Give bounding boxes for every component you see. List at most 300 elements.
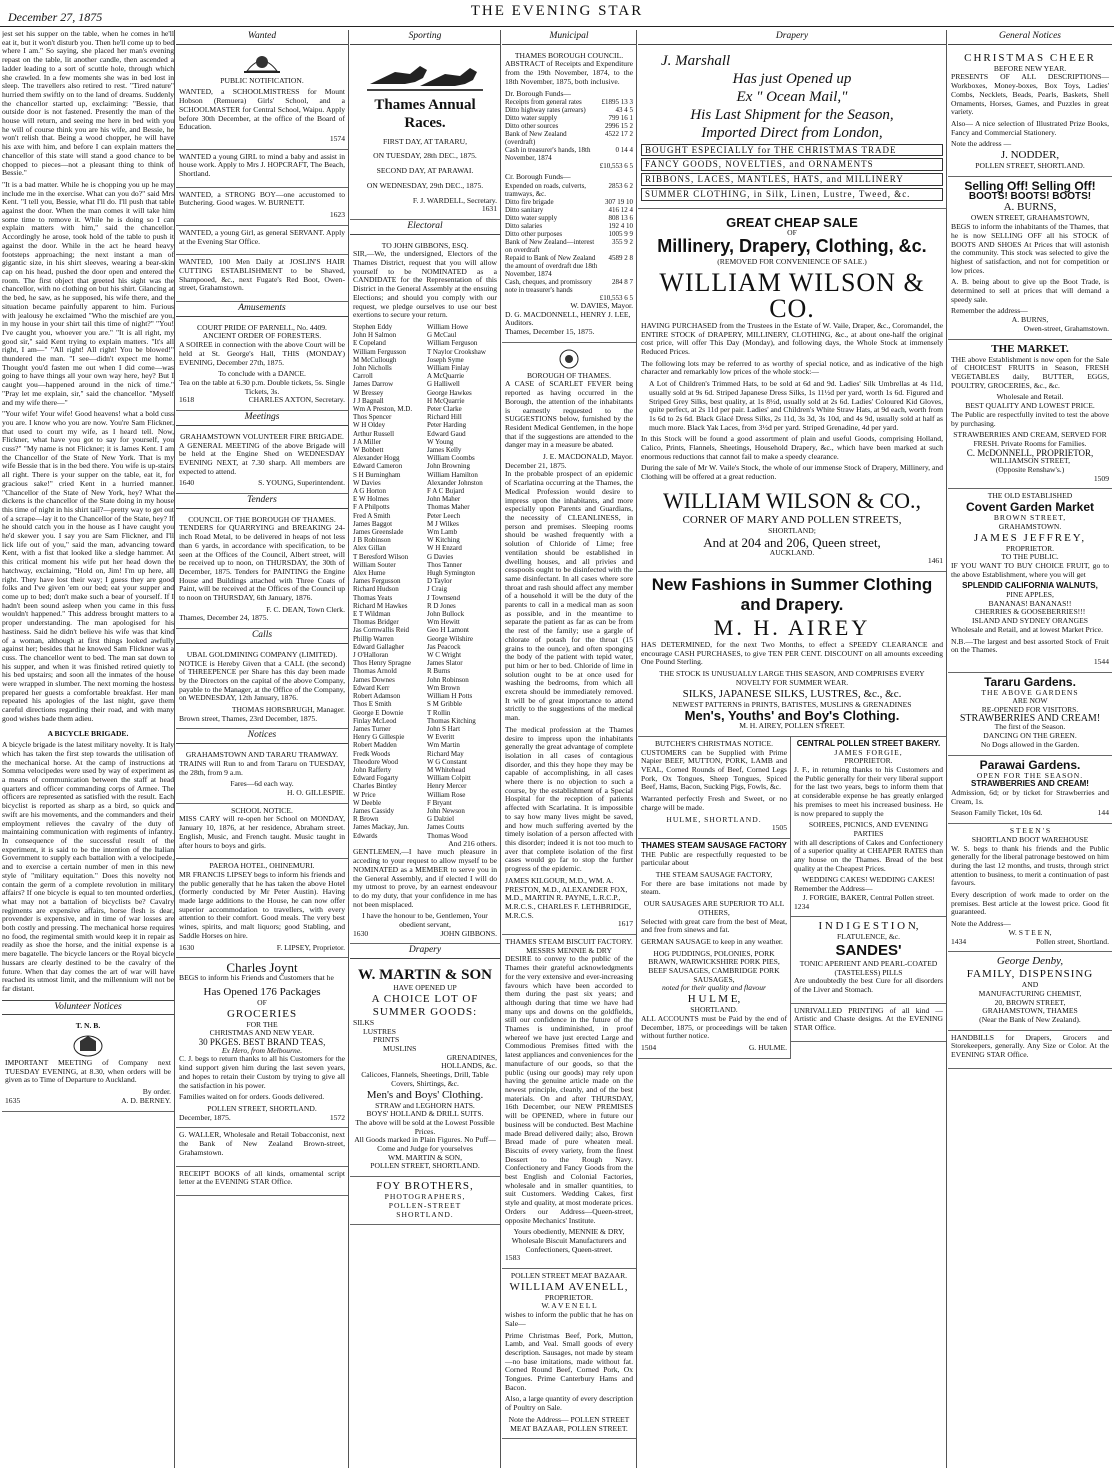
chemist-ad [948, 952, 1112, 1031]
signatory-name: Carroll [353, 372, 373, 381]
ad-text: Calicoes, Flannels, Sheetings, Drill, Table Covers, Shirtings, &c. [361, 1070, 489, 1088]
bakery-ad [791, 737, 946, 917]
ad-heading: WILLIAM WILSON & CO., [662, 487, 922, 513]
table-row [505, 146, 633, 162]
table-cell-amount: 307 19 10 [605, 197, 633, 206]
ad-text: Owen-street, Grahamstown. [1023, 323, 1109, 333]
wanted-ad [176, 255, 348, 302]
ad-number: 1583 [505, 1253, 521, 1263]
ad-signature: F. LIPSEY, Proprietor. [276, 942, 345, 952]
ad-text: AND [1021, 980, 1039, 990]
ad-heading: I N D I G E S T I O N, [818, 920, 919, 933]
signatory-name: G Halliwell [427, 380, 460, 389]
table-cell-amount: 0 14 4 [615, 146, 633, 155]
ad-text: Ex " Ocean Mail," [736, 88, 848, 105]
call-ad [176, 648, 348, 730]
ad-text: HAS DETERMINED, for the next Two Months, to effect a SPEEDY CLEARANCE and encourage CASH PURCHASES, to give TEN PER CENT. DISCOUNT on all amounts exceeding One Pound Sterling. [641, 639, 943, 667]
burns-boots-ad [948, 177, 1112, 340]
signatory-name: W H Enzard [427, 544, 462, 553]
ad-text: HAVE OPENED UP [393, 983, 457, 993]
signatory-name: G Dalziel [427, 815, 455, 824]
ad-text: Are undoubtedly the best Cure for all disorders of the Liver and Stomach. [794, 976, 943, 995]
ad-heading: Men's and Boys' Clothing. [366, 1088, 484, 1101]
table-row [505, 230, 633, 238]
signatory-name: Thomas Arnold [353, 667, 397, 676]
signatory-name: G Davies [427, 552, 454, 561]
ad-text: HOLLANDS, &c. [441, 1061, 497, 1071]
ad-text: WEDDING CAKES! WEDDING CAKES! [802, 875, 935, 885]
table-cell-item [505, 162, 598, 170]
foy-brothers-ad [350, 1177, 500, 1225]
signatory-name: Henry Mercer [427, 782, 467, 791]
marshall-ad [638, 49, 946, 209]
ad-signature: F. J. WARDELL, Secretary. [412, 195, 497, 205]
ad-text: PRESENTS OF ALL DESCRIPTIONS— Workboxes, Money-boxes, Box Toys, Ladies' Combs, Necklets, Beads, Pearls, Baskets, Shell Ornaments, Horses, Games, and Puzzles in great variety. [951, 72, 1109, 117]
signatory-name: Finlay McLeod [353, 716, 397, 725]
table-cell-item: Ditto other purposes [505, 229, 563, 238]
wanted-ad [176, 85, 348, 149]
ad-heading: Parawai Gardens. [979, 757, 1081, 772]
ad-signature: HULME, SHORTLAND. [666, 814, 762, 824]
column-6 [948, 30, 1112, 1468]
signatory-name: Hugh Symington [427, 569, 476, 578]
table-row [505, 114, 633, 122]
signatory-name: John Newson [427, 806, 465, 815]
ad-text: NEWEST PATTERNS in PRINTS, BATISTES, MUSLINS & GRENADINES [672, 699, 912, 709]
table-row [505, 214, 633, 222]
signatory-name: Alex Gillan [353, 544, 386, 553]
ad-text: TENDERS for QUARRYING and BREAKING 24-inch Road Metal, to be delivered in heaps of not less than 6 yards, in accordance with specification, to be seen at the Offices of the Council, Albert street, will be received up to noon, on THURSDAY, the 30th of December, 1875. Tenders for PAINTING the Engine House and Buildings attached with Three Coats of Paint, will be received at the Offices of the Council up to noon on THURSDAY, 6th January, 1876. [179, 523, 345, 603]
ad-text: DANCING ON THE GREEN. [983, 731, 1077, 741]
sub-column-right [791, 737, 946, 1059]
ad-text: SHORTLAND. [396, 1209, 454, 1219]
ad-heading: GRAHAMSTOWN VOLUNTEER FIRE BRIGADE. [180, 431, 344, 441]
article-text: A bicycle brigade is the latest military novelty. It is Italy which has taken the first step towards the utilisation of the mechanical horse. At the camp of instructions at Somma velocipedes were used by way of experiment as a means of communication between the staff at head quarters and officer commanding corps of Armee. The officers are represented as satisfied with the result. Each bicyclist is reported as sharp as a bird, so quick and swift are his movements, and the commanders and their employment relieves the cavalry of the duty of maintaining communication with regiments of infantry. In consequence of the successful result of the experiment, it is said to be the intention of the Italian Government to supply each battalion with a velocipede, and to exercise a certain number of men in this new style of "military equitation." Does this novelty not contain the germ of a complete revolution in military affairs? If one bicycle is equal to ten mounted orderlies, what may not a battalion of bicyclists be? Cavalry regiments are expensive affairs, horse flesh is dear, provender is expensive, and in time of war losses are both costly and pressing. The mechanical horse requires no food, the regimental smith would keep it in repair as readily as shoe the horse, and the initial expense is a mere bagatelle. The bicycle lancers or the Royal bicycle hussars are clearly destined to be the cavalry of the future. When that day comes the art of war will have reached its utmost limit, and the millennium will not be far distant. [2, 740, 174, 993]
signatory-name: J J Bagnall [353, 396, 384, 405]
ad-heading: BUTCHER'S CHRISTMAS NOTICE. [654, 738, 774, 748]
signatory-name: William Finlay [427, 363, 470, 372]
section-heading: Municipal [502, 30, 636, 45]
table-cell-amount: 808 13 6 [608, 213, 633, 222]
ad-text: WILLIAMSON STREET, [989, 456, 1070, 466]
meat-bazaar-ad [502, 1269, 636, 1439]
ad-signature: F. C. DEAN, Town Clerk. [266, 604, 345, 614]
signatory-name: Wm Martin [427, 741, 460, 750]
butcher-ad [638, 737, 790, 839]
ad-text: Prime Christmas Beef, Pork, Mutton, Lamb, and Veal. Small goods of every description. Sausages, not made by steam—no base imitations, made without fat. Corned Round Beef, Corned Pork, Ox Tongues. Prime Canterbury Hams and Bacon. [505, 1330, 633, 1392]
ad-number: 1640 [179, 478, 195, 488]
ad-text: Has just Opened up [732, 70, 852, 87]
signatory-name: A G Horton [353, 487, 387, 496]
ad-text: SHORTLAND. [690, 1005, 738, 1015]
ad-heading: BOROUGH OF THAMES. [526, 370, 612, 380]
table-cell-amount: 43 4 5 [615, 106, 633, 115]
ad-text: GENTLEMEN,—I have much pleasure in acceding to your request to allow myself to be NOMINATED as a MEMBER to serve you in the General Assembly, and if elected I will do my utmost to prove, by an earnest endeavour to do my duty, that your confidence in me has not been misplaced. [353, 847, 497, 909]
ad-text: PINE APPLES, [1006, 590, 1054, 600]
signatory-name: M McCullough [353, 355, 397, 364]
ad-text: BOYS' HOLLAND & DRILL SUITS. [366, 1109, 484, 1119]
indigestion-ad [791, 917, 946, 1004]
biscuit-factory-ad [502, 935, 636, 1269]
ad-text: CHERRIES & GOOSEBERRIES!!! [974, 607, 1086, 617]
ad-text: BEFORE NEW YEAR. [993, 63, 1067, 73]
ad-number: 144 [1097, 808, 1109, 818]
ad-signature: G. HULME. [748, 1043, 787, 1052]
table-cell-amount: £10,553 6 5 [599, 293, 633, 302]
ad-text: BEGS to inform his Friends and Customers that he [179, 973, 334, 983]
signatory-name: James Turner [353, 724, 391, 733]
ad-text: AUCKLAND. [769, 547, 815, 557]
table-cell-item: Ditto water supply [505, 213, 558, 222]
wanted-ad [176, 226, 348, 255]
ad-number: 1631 [481, 204, 497, 214]
ad-text: RE-OPENED FOR VISITORS. [981, 705, 1079, 715]
ad-signature: S. YOUNG, Superintendent. [258, 478, 345, 488]
signatory-name: William Rose [427, 790, 466, 799]
ad-text: W. A V E N E L L [541, 1301, 597, 1311]
ad-signature: W. S T E E N, [1008, 927, 1052, 937]
issue-date: December 27, 1875 [8, 10, 103, 24]
ad-heading: POLLEN STREET MEAT BAZAAR. [510, 1271, 628, 1281]
ad-text: BEST QUALITY AND LOWEST PRICE. [965, 401, 1095, 411]
signatory-name: E T Wildman [353, 610, 391, 619]
ad-text: Note the Address— [951, 919, 1011, 929]
signatory-name: Edward Gaud [427, 429, 466, 438]
ad-heading: S T E E N ' S [1009, 826, 1051, 836]
ad-text: Admission, 6d; or by ticket for Strawberries and Cream, 1s. [951, 788, 1109, 806]
table-cell-amount: 1005 9 9 [608, 229, 633, 238]
table-row [505, 106, 633, 114]
signatory-name: F Bryant [427, 798, 452, 807]
ad-text: In the probable prospect of an epidemic of Scarlatina occurring at the Thames, the Medical Profession would desire to impress upon the inhabitants, and more especially upon Parents and Guardians, the necessity of CLEANLINESS, in person and premises. Sleeping rooms should be washed frequently with a solution of Chloride of Lime; free ventilation should be established in dwelling houses, and all privies and cesspools ought to be disinfected with the same disinfectant. In all cases where sore throat and rash should affect any member of a household it will be the duty of the parents to call in a medical man as soon as possible, and in the meantime to separate the patient as far as can be from the rest of the family; use a gargle of chlorate of potash for the throat (15 grains to the ounce), and often sponging the body of the patient with tepid water, put him or her to bed. Chloride of lime in solution ought to be at once used for washing the bedrooms, from which all excreta should be immediately removed. It will be of great importance to attend strictly to the suggestions of the medical man. [505, 469, 633, 723]
notice-ad [176, 804, 348, 860]
table-cell-amount: 4522 17 2 [605, 130, 633, 139]
signatory-name: J Townsend [427, 593, 461, 602]
signatory-name: J A Miller [353, 437, 382, 446]
signatory-name: Thomas Bridger [353, 618, 399, 627]
section-heading: Tenders [176, 494, 348, 509]
ad-text: MUSLINS [383, 1044, 417, 1053]
signatory-name: Richard May [427, 749, 464, 758]
ad-text: SILKS, JAPANESE SILKS, LUSTRES, &c., &c. [682, 687, 902, 700]
signatory-name: W Young [427, 437, 454, 446]
table-cell-item: Cash, cheques, and promissory note in treasurer's hands [505, 277, 592, 294]
ad-text: TONIC APERIENT AND PEARL-COATED (TASTELESS) PILLS [799, 958, 938, 977]
signatory-name: James Downes [353, 675, 395, 684]
ad-text: SECOND DAY, AT PARAWAI. [376, 166, 474, 176]
ad-text: Thames, December 15, 1875. [505, 327, 595, 337]
ad-heading: PUBLIC NOTIFICATION. [220, 75, 304, 85]
signatory-name: Edward Fogarty [353, 774, 399, 783]
table-cell-amount: 2853 6 2 [608, 181, 633, 190]
signatory-name: William Colpitt [427, 774, 471, 783]
signatory-name: John Maher [427, 495, 461, 504]
signatory-name: E Copeland [353, 339, 386, 348]
ad-number: 1574 [329, 133, 345, 143]
grocery-ad [176, 958, 348, 1128]
ad-text: SILKS [353, 1017, 375, 1027]
signatory-name: W Deeble [353, 798, 382, 807]
signatory-name: D Taylor [427, 577, 452, 586]
ad-text: WANTED, a SCHOOLMISTRESS for Mount Hobson (Remuera) Girls' School, and a SCHOOLMASTER for Central School, Waipu. Apply before 30th December, at the office of the Board of Education. [179, 87, 345, 132]
signatory-name: James Mackay, Jun. [353, 823, 409, 832]
signatory-name: Fred A Smith [353, 511, 391, 520]
table-cell-amount: 192 4 10 [608, 221, 633, 230]
ad-text: IF YOU WANT TO BUY CHOICE FRUIT, go to the above Establishment, where you will get [951, 560, 1109, 579]
ad-text: POLLEN STREET, SHORTLAND. [370, 1161, 480, 1171]
ad-heading: Covent Garden Market [965, 500, 1095, 515]
signatory-name: Theodore Wood [353, 757, 398, 766]
signatory-name: James Darrow [353, 380, 394, 389]
section-heading: Sporting [350, 30, 500, 45]
column-5 [638, 30, 947, 1468]
ad-signature: A. BURNS, [1011, 315, 1049, 325]
ad-heading: THAMES BOROUGH COUNCIL. [514, 50, 624, 60]
coat-of-arms-icon [68, 1033, 108, 1057]
ad-text: The above will be sold at the Lowest Possible Prices. [355, 1117, 495, 1136]
ad-signature: CHARLES AXTON, Secretary. [248, 395, 345, 405]
ad-signature: J. FORGIE, BAKER, Central Pollen street. [802, 892, 935, 902]
ad-text: A GENERAL MEETING of the above Brigade will be held at the Engine Shed on WEDNESDAY EVENING NEXT, at 7.30 sharp. All members are expected to attend. [179, 440, 345, 476]
signatory-name: Geo H Lamont [427, 626, 469, 635]
signatory-name: Robert Adamson [353, 692, 401, 701]
signatory-name: Richard M Hawkes [353, 601, 408, 610]
ad-heading: FOY BROTHERS, [376, 1180, 474, 1193]
signatory-name: G McCaul [427, 331, 457, 340]
borough-seal-icon [552, 348, 586, 370]
ad-text: December, 1875. [179, 1112, 231, 1122]
article-heading: A BICYCLE BRIGADE. [47, 728, 129, 738]
ad-text: ON WEDNESDAY, 29th DEC., 1875. [366, 180, 484, 190]
section-heading: Wanted [176, 30, 348, 45]
signatory-name: H McQuarrie [427, 396, 465, 405]
section-heading: Amusements [176, 302, 348, 317]
scarlet-fever-ad [502, 343, 636, 935]
volunteer-ad [2, 1019, 174, 1111]
signatory-name: W Everitt [427, 733, 455, 742]
signatory-name: J B Robinson [353, 536, 391, 545]
table-cell-amount: 4589 2 8 [608, 253, 633, 262]
table-row [505, 130, 633, 146]
table-cell-amount: £10,553 6 5 [599, 162, 633, 171]
signatory-name: Edward Kerr [353, 683, 390, 692]
ad-text: Remember the Address— [794, 884, 873, 894]
ad-number: 1630 [353, 928, 369, 938]
signatory-name: Henry G Gillespie [353, 733, 405, 742]
section-heading: Drapery [350, 944, 500, 959]
signatory-name: James Greenslade [353, 528, 404, 537]
signatory-name: Charles Bintley [353, 782, 397, 791]
table-cell-amount: 2996 15 2 [605, 122, 633, 131]
ad-text: And 216 others. [448, 838, 497, 848]
ad-text: NOTICE is Hereby Given that a CALL (the second) of THREEPENCE per Share has this day been made by the Directors on the capital of the above Company, payable to the Manager, at the Office of the Company, on WEDNESDAY, 12th January, 1876. [179, 658, 345, 703]
signatory-name: Edward Cameron [353, 462, 403, 471]
ad-text: Cr. Borough Funds— [505, 172, 571, 182]
ad-text: GRAHAMSTOWN. [998, 521, 1062, 531]
airey-ad [638, 572, 946, 737]
notice-ad [176, 748, 348, 804]
signatory-name: Thos Tanner [427, 560, 462, 569]
tender-ad [176, 513, 348, 629]
signatory-name: Wm Brown [427, 683, 460, 692]
table-cell-item: Cash in treasurer's hands, 18th November, 1874 [505, 146, 591, 163]
column-2 [176, 30, 349, 1468]
receipts-table [505, 98, 633, 170]
ad-heading: George Denby, [996, 955, 1064, 968]
printing-ad [791, 1004, 946, 1042]
signatory-name: William H Potts [427, 692, 473, 701]
expenditure-table [505, 182, 633, 302]
ad-text: ABSTRACT of Receipts and Expenditure from the 19th November, 1874, to the 18th November, 1875, both inclusive. [505, 59, 633, 86]
signatory-name: W Davies [353, 478, 381, 487]
ad-text: wishes to inform the public that he has on Sale— [505, 1310, 633, 1328]
signatory-name: F A Philpotts [353, 503, 390, 512]
signatory-name: John Robinson [427, 675, 469, 684]
signatory-name: George Wilshire [427, 634, 473, 643]
abstract-ad [502, 49, 636, 343]
masthead [0, 0, 1114, 27]
signatory-name: R Burns [427, 667, 451, 676]
ad-text: OWEN STREET, GRAHAMSTOWN, [970, 213, 1090, 223]
ad-text: THE Public are respectfully requested to be particular about [641, 849, 787, 868]
signatory-name: Peter Harding [427, 421, 467, 430]
signatory-name: Alex Hume [353, 569, 386, 578]
ad-text: WANTED, 100 Men Daily at JOSLIN'S HAIR CUTTING ESTABLISHMENT to be Shaved, Shampooed, &c., next Fugate's Red Boot, Owen-street, Grahamstown. [179, 257, 345, 293]
ad-text: CHRISTMAS AND NEW YEAR. [209, 1028, 315, 1038]
section-heading: Calls [176, 629, 348, 644]
signatory-name: S H Burningham [353, 470, 401, 479]
ad-heading: MESSRS MENNIE & DRY [526, 945, 612, 955]
ad-heading: GROCERIES [226, 1007, 298, 1020]
signatory-name: William Fergusson [353, 347, 407, 356]
ad-text: DESIRE to convey to the public of the Thames their grateful acknowledgments for the very extensive and ever-increasing favours which have been accorded to them during the past six years; and although during that time we have had many ups and downs on the goldfields, still our confidence in the future of the Thames is undiminished, in proof whereof we have just erected Large and Commodious Premises fitted with the latest appliances and conveniences for the manufacture of our goods, so that the public (using our goods) may rely upon having the genuine article made on the newest principle, cleanly, and of the best materials. On and after THURSDAY, 16th December, our NEW PREMISES will be OPENED, where in future our business will be conducted. Best Machine made Bread delivered daily; also, Brown Bread made of pure wheaten meal. Biscuits of every variety, from the finest Dessert to the Rough Navy. Confectionery and Fancy Goods from the best English and Colonial Factories, wholesale and in smaller quantities, to suit Customers. Wedding Cakes, first style and quality, at most moderate prices. Orders our Address—Queen-street, opposite Mechanics' Institute. [505, 954, 633, 1225]
signatory-name: Thos Spencer [353, 413, 392, 422]
ad-text: J. F., in returning thanks to his Customers and the Public generally for their very liberal support for the last two years, begs to inform them that at considerable expense he has greatly enlarged his premises to meet his increased business. He is now prepared to supply the [794, 765, 943, 818]
signatory-name: Thomas Maher [427, 503, 470, 512]
ad-heading: SCHOOL NOTICE. [231, 805, 293, 815]
signatory-name: John Bullock [427, 610, 465, 619]
ad-text: 30 PKGES. BEST BRAND TEAS, [198, 1037, 326, 1048]
ad-heading: A CHOICE LOT OF SUMMER GOODS: [371, 992, 479, 1018]
ad-number: 1635 [5, 1095, 21, 1105]
ad-signature: H U L M E, [687, 993, 741, 1006]
ad-heading: W. MARTIN & SON [358, 967, 492, 984]
ad-text: 20, BROWN STREET, [994, 997, 1066, 1007]
ad-text: THE STEAM SAUSAGE FACTORY, [655, 870, 773, 880]
ad-heading: New Fashions in Summer Clothing and Drapery. [651, 574, 933, 614]
ad-text: FANCY GOODS, NOVELTIES, and ORNAMENTS [641, 158, 943, 171]
ad-text: N.B.—The largest and best assorted Stock of Fruit on the Thames. [951, 636, 1109, 655]
table-cell-item: Receipts from general rates [505, 98, 582, 107]
ad-text: SPLENDID CALIFORNIA WALNUTS, [962, 581, 1098, 591]
signatory-name: A McQuarrie [427, 372, 465, 381]
signatory-name: Thos Henry Spragne [353, 659, 411, 668]
ad-text: POLLEN-STREET [388, 1200, 462, 1210]
ad-text: A. BURNS, [1003, 201, 1057, 214]
ad-text: Note the Address— POLLEN STREET MEAT BAZAAR, POLLEN STREET. [508, 1414, 630, 1433]
ad-heading: J. Marshall [661, 52, 731, 69]
ad-heading: COUNCIL OF THE BOROUGH OF THAMES. [188, 514, 336, 524]
ad-text: During the sale of Mr W. Vaile's Stock, the whole of our immense Stock of Drapery, Millinery, and Clothing will be offered at a great reduction. [641, 463, 943, 482]
ad-text: For there are base imitations not made by steam. [641, 878, 787, 897]
parawai-gardens-ad [948, 756, 1112, 825]
signatory-name: E W Holmes [353, 495, 389, 504]
table-cell-amount: 284 8 7 [612, 277, 633, 286]
ad-signature: JAMES KILGOUR, M.D., WM. A. PRESTON, M.D., ALEXANDER FOX, M.D., MARTIN R. PAYNE, L.R.C.P., M.R.C.S., CHARLES F. LETHBRIDGE, M.R.C.S. [505, 875, 631, 920]
signatory-name: Peter Clarke [427, 404, 462, 413]
ad-text: December 21, 1875. [505, 460, 567, 470]
horse-race-icon [365, 54, 485, 94]
section-heading: Drapery [638, 30, 946, 45]
table-cell-amount: £1895 13 3 [601, 98, 633, 107]
ad-text: And at 204 and 206, Queen street, [703, 534, 881, 550]
table-row [505, 122, 633, 130]
ad-text: STRAWBERRIES AND CREAM, SERVED FOR FRESH. Private Rooms for Families. [953, 430, 1107, 448]
signatory-name: Alexander Hogg [353, 454, 400, 463]
signatory-name: R Brown [353, 815, 379, 824]
section-heading: Meetings [176, 411, 348, 426]
table-cell-item: Bank of New Zealand (overdraft) [505, 130, 567, 147]
ad-text: The following lots may be referred to as worthy of special notice, and as indicative of the high character and remarkably low prices of the whole stock:— [641, 358, 943, 377]
ad-heading: COURT PRIDE OF PARNELL, No. 4409. [197, 322, 327, 332]
ad-heading: T. N. B. [75, 1021, 101, 1031]
signatory-name: John Nicholls [353, 363, 392, 372]
ad-text: WANTED, a young Girl, as general SERVANT. Apply at the Evening Star Office. [179, 227, 345, 246]
ad-text: Wholesale and Retail. [996, 392, 1064, 402]
section-heading: Volunteer Notices [2, 1000, 174, 1016]
ad-signature: JOHN GIBBONS. [440, 928, 497, 938]
ad-text: A CASE of SCARLET FEVER being reported as having occurred in the Borough, the attention of the inhabitants is earnestly requested to the SUGGESTIONS below, furnished by the Resident Medical Gentlemen, in the hope that if the suggestions are attended to the danger may in a measure be abated. [505, 379, 633, 450]
signatories-list [353, 323, 497, 840]
signatory-name: William Coombs [427, 454, 475, 463]
signatory-name: James Cassidy [353, 806, 395, 815]
ad-text: Families waited on for orders. Goods delivered. [179, 1092, 325, 1102]
ad-text: THE OLD ESTABLISHED [987, 491, 1073, 501]
ad-text: SUMMER CLOTHING, in Silk, Linen, Lustre, Tweed, &c. [641, 188, 943, 201]
ad-text: WANTED, a STRONG BOY—one accustomed to Butchering. Good wages. W. BURNETT. [179, 189, 345, 208]
ad-text: ISLAND AND SYDNEY ORANGES [972, 616, 1088, 626]
signatory-name: Thomas Yeats [353, 593, 393, 602]
signatory-name: T Naylor Crookshaw [427, 347, 486, 356]
ad-heading: PAEROA HOTEL, OHINEMURI. [209, 861, 315, 871]
sausage-factory-ad [638, 839, 790, 1059]
table-cell-item: Expended on roads, culverts, tramways, &c. [505, 181, 587, 198]
races-ad [350, 49, 500, 220]
ad-text: (Near the Bank of New Zealand). [979, 1015, 1081, 1025]
table-row [505, 162, 633, 170]
story-text: "It is a bad matter. While he is chopping you up he may include me in the exercise. What can you do?" said Mrs Kent. "I tell you, Bessie, what I'll do. I'll push that table against the door. When the man comes it will take him some time to remove it. While he is doing so I can explain matters with him," said the chancellor. Accordingly he arose, took hold of the table to push it against the door. While in the act he heard heavy footsteps approaching; the next instant a man of gigantic size, in his shirt sleeves, wearing a bear-skin cap on his head, pushed the door open and entered the room. The first object that greeted his sight was the chancellor, with no clothing on but his shirt. Glancing at the bed, he saw, as he supposed, his wife there, and the situation became painfully apparent to him. Furious with jealousy he exclaimed "Who the mischief are you, in my house in your shirt tail this time of night?" "You! I've caught you, whoever you are." "It is all right, my good sir," said Kent trying to explain matters. "It's all right, I am—" "All right! All right! You be blowed!" thundered the man. "I see—didn't expect me home. Thought you'd fasten me out when I did come—was going to have things all your own way here, hey? But I caught you—happened around in the nick of time." "Pray let me explain, sir," said the chancellor. "Myself and my wife there—" [2, 179, 174, 407]
signatory-name: James Kelly [427, 446, 462, 454]
ad-text: GRENADINES, [446, 1052, 497, 1062]
ad-signature: J. E. MACDONALD, Mayor. [542, 452, 633, 462]
electoral-ad [350, 239, 500, 945]
ad-text: TO THE PUBLIC. [1001, 552, 1059, 562]
ad-text: with all descriptions of Cakes and Confectionery of a superior quality at CHEAPER RATES than any house on the Thames. Bread of the best quality at the Cheapest Prices. [794, 837, 943, 873]
column-1 [2, 30, 175, 1468]
signatory-name: Robert Madden [353, 741, 397, 750]
ad-heading: BOOTS! BOOTS! BOOTS! [968, 190, 1092, 202]
ad-heading: THAMES STEAM SAUSAGE FACTORY [641, 840, 787, 850]
ad-text: STRAWBERRIES AND CREAM! [971, 779, 1089, 789]
ad-text: THE above Establishment is now open for the Sale of CHOICEST FRUITS in Season, FRESH VEGETABLES daily, BUTTER, EGGS, POULTRY, GROCERIES, &c., &c. [951, 354, 1109, 390]
signatory-name: Wm Lamb [427, 528, 458, 537]
ad-text: Dr. Borough Funds— [505, 88, 572, 98]
ad-text: CUSTOMERS can be Supplied with Prime Napier BEEF, MUTTON, PORK, LAMB and VEAL, Corned Rounds of Beef, Corned Legs Pork, Ox Tongues, Sheep Tongues, Spiced Beef, Hams, Bacon, Sucking Pigs, Fowls, &c. [641, 747, 787, 792]
ad-text: By order. [142, 1087, 171, 1097]
ad-text: ON TUESDAY, 28th DEC., 1875. [373, 151, 477, 161]
ad-text: ALL ACCOUNTS must be Paid by the end of December, 1875, or proceedings will be taken without further notice. [641, 1013, 787, 1041]
ad-text: C. J. begs to return thanks to all his Customers for the kind support given him during the last seven years, and hopes to retain their Custom by trying to give all the satisfaction in his power. [179, 1054, 345, 1090]
